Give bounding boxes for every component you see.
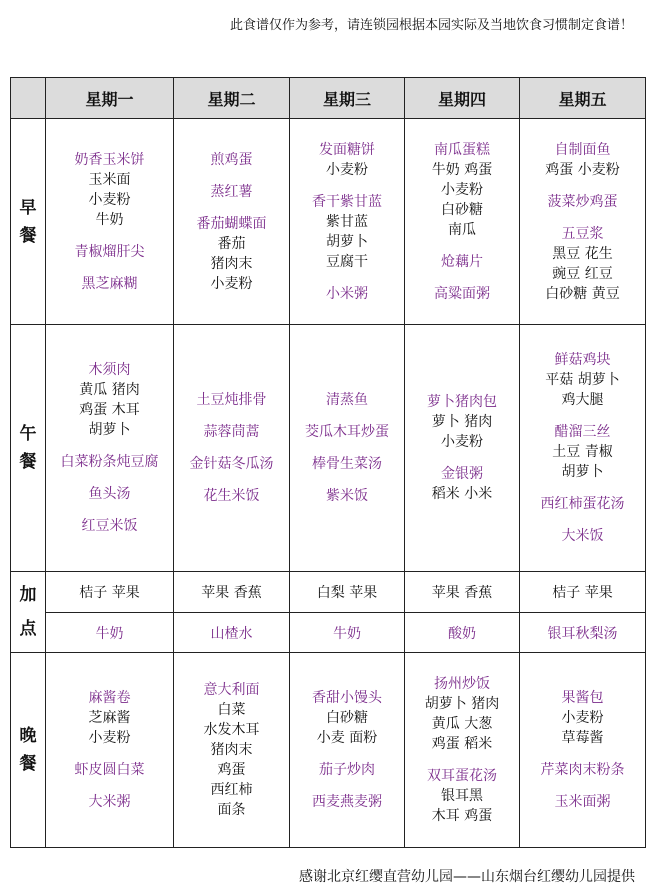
ingredient-line: 白砂糖 黄豆 (545, 285, 620, 302)
ingredient-line: 猪肉末 (210, 255, 253, 272)
dish-name: 虾皮圆白菜 (74, 762, 145, 778)
snack-fruit-mon: 桔子 苹果 (46, 572, 174, 613)
breakfast-fri (520, 119, 646, 325)
day-header-thu: 星期四 (405, 78, 520, 119)
weekly-menu-table (10, 77, 646, 848)
dish-name: 西麦燕麦粥 (312, 794, 382, 810)
breakfast-tue (174, 119, 290, 325)
ingredient-line: 黑豆 花生 (552, 245, 613, 262)
dish-name: 花生米饭 (203, 488, 260, 504)
dish-name: 萝卜猪肉包 (427, 394, 497, 410)
snack-drink-fri: 银耳秋梨汤 (520, 613, 646, 653)
lunch-tue (174, 325, 290, 572)
ingredient-line: 西红柿 (210, 782, 253, 798)
ingredient-line: 小麦粉 (441, 434, 483, 450)
breakfast-mon (46, 119, 174, 325)
ingredient-line: 平菇 胡萝卜 (545, 372, 620, 388)
dish-name: 西红柿蛋花汤 (540, 496, 625, 512)
dinner-tue (174, 653, 290, 848)
ingredient-line: 草莓酱 (561, 730, 604, 746)
meal-label-char: 餐 (19, 452, 37, 472)
ingredient-line: 胡萝卜 猪肉 (424, 696, 500, 712)
dish-name: 南瓜蛋糕 (434, 141, 490, 158)
ingredient-line: 胡萝卜 (326, 233, 368, 250)
header-row (11, 78, 646, 119)
ingredient-line: 胡萝卜 (88, 422, 131, 438)
dinner-wed (290, 653, 405, 848)
snack-fruit-fri: 桔子 苹果 (520, 572, 646, 613)
ingredient-line: 黄瓜 大葱 (431, 716, 493, 732)
dish-name: 黑芝麻糊 (81, 275, 138, 292)
ingredient-line: 豆腐干 (326, 253, 368, 270)
dish-name: 香甜小馒头 (312, 690, 382, 706)
dish-name: 小米粥 (326, 285, 368, 302)
meal-label-char: 餐 (19, 225, 37, 246)
dish-name: 麻酱卷 (88, 690, 131, 706)
ingredient-line: 胡萝卜 (561, 464, 604, 480)
dish-name: 高粱面粥 (434, 285, 490, 302)
snack-fruit-wed: 白梨 苹果 (290, 572, 405, 613)
ingredient-line: 小麦粉 (441, 181, 483, 198)
dish-name: 醋溜三丝 (554, 424, 611, 440)
ingredient-line: 面条 (217, 802, 246, 818)
ingredient-line: 白砂糖 (326, 710, 368, 726)
ingredient-line: 白菜 (217, 702, 246, 718)
day-header-fri: 星期五 (520, 78, 646, 119)
ingredient-line: 芝麻酱 (88, 710, 131, 726)
meal-label-char: 餐 (19, 754, 37, 774)
day-header-mon: 星期一 (46, 78, 174, 119)
ingredient-line: 白砂糖 (441, 201, 483, 218)
ingredient-line: 水发木耳 (203, 722, 260, 738)
header-corner (11, 78, 46, 119)
dish-name: 发面糖饼 (319, 141, 375, 158)
snack-fruit-tue: 苹果 香蕉 (174, 572, 290, 613)
dish-name: 茄子炒肉 (319, 762, 375, 778)
dish-name: 鲜菇鸡块 (554, 352, 611, 368)
dish-name: 炝藕片 (441, 253, 483, 270)
snack-drink-thu: 酸奶 (405, 613, 520, 653)
meal-label-dinner (11, 653, 46, 848)
dish-name: 果酱包 (561, 690, 604, 706)
breakfast-wed (290, 119, 405, 325)
dish-name: 茭瓜木耳炒蛋 (305, 424, 389, 440)
dish-name: 蒜蓉茼蒿 (203, 424, 260, 440)
dinner-thu (405, 653, 520, 848)
ingredient-line: 银耳黑 (441, 788, 483, 804)
dish-name: 奶香玉米饼 (74, 151, 145, 168)
lunch-fri (520, 325, 646, 572)
footer-credit: 感谢北京红缨直营幼儿园——山东烟台红缨幼儿园提供 (299, 869, 635, 885)
dish-name: 意大利面 (203, 682, 260, 698)
ingredient-line: 番茄 (217, 235, 246, 252)
meal-label-char: 早 (19, 197, 37, 218)
dish-name: 大米饭 (561, 528, 604, 544)
dish-name: 鱼头汤 (88, 486, 131, 502)
ingredient-line: 小麦粉 (326, 161, 368, 178)
lunch-thu (405, 325, 520, 572)
ingredient-line: 小麦粉 (88, 730, 131, 746)
ingredient-line: 鸡蛋 (217, 762, 246, 778)
meal-label-lunch (11, 325, 46, 572)
ingredient-line: 黄瓜 猪肉 (79, 382, 140, 398)
ingredient-line: 稻米 小米 (431, 486, 493, 502)
breakfast-thu (405, 119, 520, 325)
ingredient-line: 豌豆 红豆 (552, 265, 613, 282)
dinner-row (11, 653, 646, 848)
ingredient-line: 小麦粉 (88, 191, 131, 208)
dish-name: 芹菜肉末粉条 (540, 762, 625, 778)
notice-text: 此食谱仅作为参考，请连锁园根据本园实际及当地饮食习惯制定食谱！ (229, 18, 633, 33)
dish-name: 煎鸡蛋 (210, 151, 253, 168)
snack-drink-row (11, 613, 646, 653)
dish-name: 菠菜炒鸡蛋 (547, 193, 618, 210)
ingredient-line: 小麦粉 (210, 275, 253, 292)
dish-name: 双耳蛋花汤 (427, 768, 497, 784)
dish-name: 大米粥 (88, 794, 131, 810)
snack-drink-tue: 山楂水 (174, 613, 290, 653)
dish-name: 番茄蝴蝶面 (196, 215, 267, 232)
dinner-fri (520, 653, 646, 848)
snack-fruit-thu: 苹果 香蕉 (405, 572, 520, 613)
ingredient-line: 鸡蛋 稻米 (431, 736, 493, 752)
dish-name: 红豆米饭 (81, 518, 138, 534)
ingredient-line: 玉米面 (88, 171, 131, 188)
ingredient-line: 鸡蛋 小麦粉 (545, 161, 620, 178)
lunch-wed (290, 325, 405, 572)
dish-name: 清蒸鱼 (326, 392, 368, 408)
ingredient-line: 南瓜 (448, 221, 476, 238)
dish-name: 金针菇冬瓜汤 (189, 456, 274, 472)
ingredient-line: 鸡大腿 (561, 392, 604, 408)
lunch-row (11, 325, 646, 572)
ingredient-line: 萝卜 猪肉 (431, 414, 493, 430)
breakfast-row (11, 119, 646, 325)
meal-label-char: 晚 (19, 726, 37, 746)
snack-drink-mon: 牛奶 (46, 613, 174, 653)
dish-name: 扬州炒饭 (434, 676, 490, 692)
dish-name: 木须肉 (88, 362, 131, 378)
meal-label-snack (11, 572, 46, 653)
ingredient-line: 牛奶 (95, 211, 124, 228)
dish-name: 白菜粉条炖豆腐 (60, 454, 159, 470)
ingredient-line: 鸡蛋 木耳 (79, 402, 140, 418)
ingredient-line: 紫甘蓝 (326, 213, 368, 230)
dish-name: 自制面鱼 (554, 141, 611, 158)
dish-name: 紫米饭 (326, 488, 368, 504)
meal-label-breakfast (11, 119, 46, 325)
ingredient-line: 牛奶 鸡蛋 (431, 161, 493, 178)
meal-label-char: 加 (19, 585, 37, 605)
snack-fruit-row (11, 572, 646, 613)
day-header-wed: 星期三 (290, 78, 405, 119)
dinner-mon (46, 653, 174, 848)
meal-label-char: 午 (19, 424, 37, 444)
dish-name: 玉米面粥 (554, 794, 611, 810)
meal-label-char: 点 (19, 619, 37, 639)
ingredient-line: 土豆 青椒 (552, 444, 613, 460)
ingredient-line: 小麦粉 (561, 710, 604, 726)
dish-name: 青椒熘肝尖 (74, 243, 145, 260)
day-header-tue: 星期二 (174, 78, 290, 119)
dish-name: 香干紫甘蓝 (312, 193, 382, 210)
ingredient-line: 小麦 面粉 (316, 730, 378, 746)
snack-drink-wed: 牛奶 (290, 613, 405, 653)
ingredient-line: 猪肉末 (210, 742, 253, 758)
dish-name: 土豆炖排骨 (196, 392, 267, 408)
ingredient-line: 木耳 鸡蛋 (431, 808, 493, 824)
dish-name: 五豆浆 (561, 225, 604, 242)
dish-name: 蒸红薯 (210, 183, 253, 200)
dish-name: 棒骨生菜汤 (312, 456, 382, 472)
lunch-mon (46, 325, 174, 572)
dish-name: 金银粥 (441, 466, 483, 482)
